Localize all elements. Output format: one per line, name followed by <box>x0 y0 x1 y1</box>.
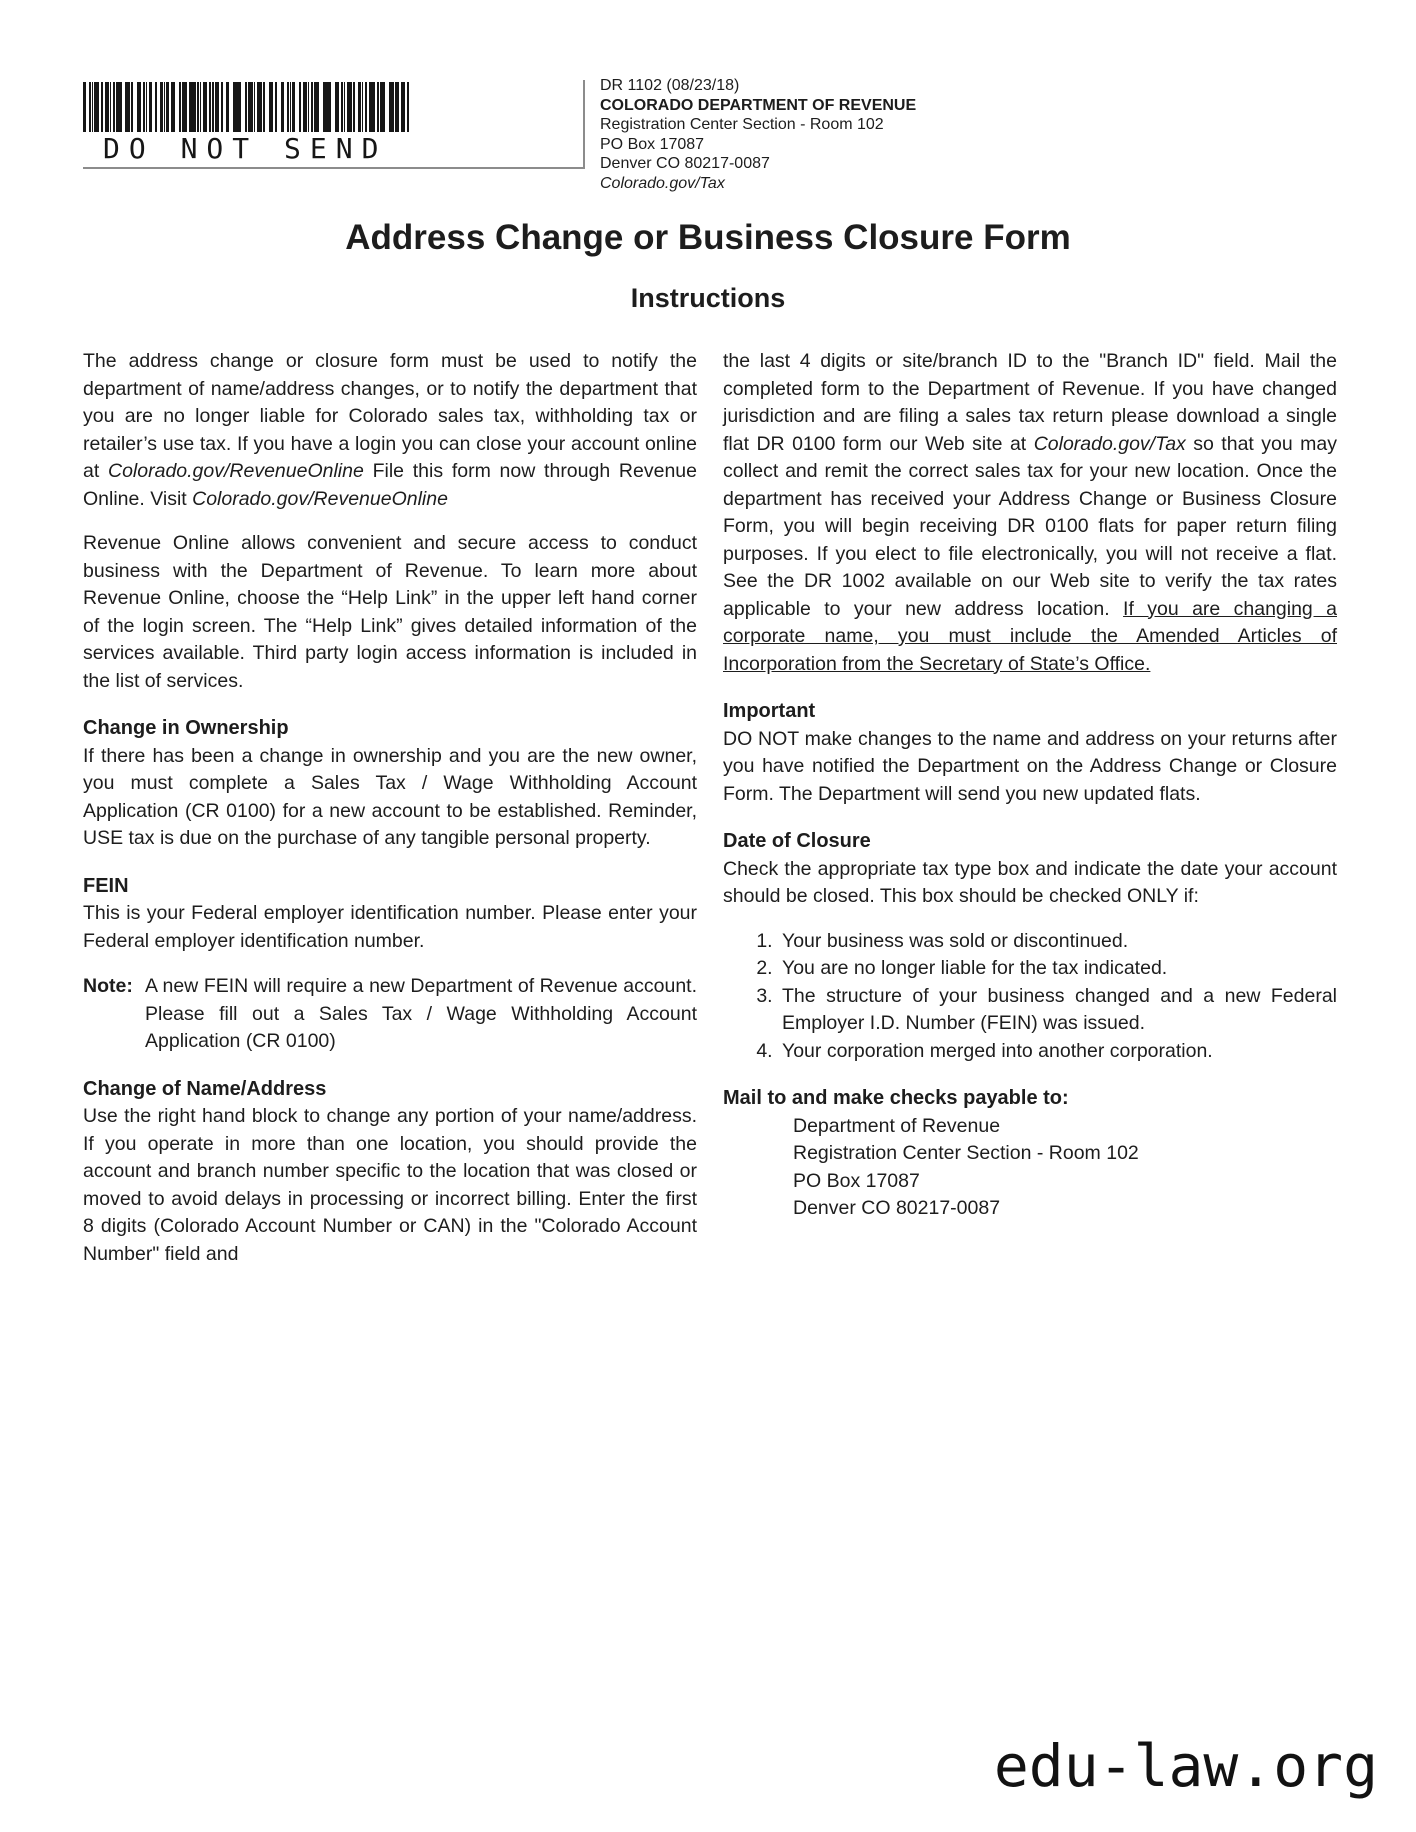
agency-city: Denver CO 80217-0087 <box>600 155 770 172</box>
mail-line: Registration Center Section - Room 102 <box>793 1142 1139 1164</box>
list-item: 1. Your business was sold or discontinued. <box>778 928 1337 956</box>
agency-address-block <box>600 76 916 193</box>
form-number: DR 1102 (08/23/18) <box>600 77 740 94</box>
right-column <box>723 348 1337 1223</box>
intro-paragraph <box>83 348 697 513</box>
heading-fein: FEIN <box>83 874 129 897</box>
branch-id-text-2: so that you may collect and remit the correct sales tax for your new location. Once the department has received your Address Change or Business Closure Form, you will begin receiving DR 0100 flats for paper return filing purposes. If you elect to file electronically, you will not receive a flat. See the DR 1002 available on our Web site to verify the tax rates applicable to your new address location. <box>723 432 1338 620</box>
intro-text-2: File this form now through Revenue Online. Visit <box>83 460 697 510</box>
revenue-online-paragraph: Revenue Online allows convenient and secure access to conduct business with the Department of Revenue. To learn more about Revenue Online, choose the “Help Link” in the upper left hand corner of the login screen. The “Help Link” gives detailed information of the services available. Third party login access information is included in the list of services. <box>83 532 697 692</box>
watermark: edu-law.org <box>993 1732 1378 1800</box>
fein-note <box>83 973 697 1056</box>
heading-mail-to: Mail to and make checks payable to: <box>723 1087 1069 1109</box>
closure-conditions-list <box>723 928 1337 1066</box>
mail-address-block <box>723 1113 1337 1223</box>
form-title: Address Change or Business Closure Form <box>345 218 1071 257</box>
list-item: 4. Your corporation merged into another corporation. <box>778 1038 1337 1066</box>
agency-name: COLORADO DEPARTMENT OF REVENUE <box>600 96 917 114</box>
list-item: 2. You are no longer liable for the tax indicated. <box>778 955 1337 983</box>
intro-text: The address change or closure form must be used to notify the department of name/address changes, or to notify the department that you are no longer liable for Colorado sales tax, withholding tax or retailer’s use tax. If you have a login you can close your account online at <box>83 350 697 482</box>
heading-date-of-closure: Date of Closure <box>723 830 871 852</box>
revenue-online-url: Colorado.gov/RevenueOnline <box>108 460 364 482</box>
branch-id-text: the last 4 digits or site/branch ID to the "Branch ID" field. Mail the completed form to the Department of Revenue. If you have changed jurisdiction and are filing a sales tax return please download a single flat DR 0100 form our Web site at <box>723 350 1337 455</box>
agency-section: Registration Center Section - Room 102 <box>600 116 884 133</box>
form-subtitle: Instructions <box>630 283 786 313</box>
barcode-icon <box>83 82 413 132</box>
heading-change-of-name-address: Change of Name/Address <box>83 1077 327 1100</box>
note-label: Note: <box>83 975 133 997</box>
fein-paragraph: This is your Federal employer identification number. Please enter your Federal employer identification number. <box>83 902 697 952</box>
branch-id-paragraph <box>723 348 1337 678</box>
note-text: A new FEIN will require a new Department of Revenue account. Please fill out a Sales Tax / Wage Withholding Account Application (CR 0100) <box>145 975 697 1052</box>
revenue-online-url-2: Colorado.gov/RevenueOnline <box>192 487 448 510</box>
important-paragraph: DO NOT make changes to the name and address on your returns after you have notified the Department on the Address Change or Closure Form. The Department will send you new updated flats. <box>723 727 1337 805</box>
mail-line: Department of Revenue <box>793 1114 1001 1137</box>
name-address-paragraph: Use the right hand block to change any portion of your name/address. If you operate in more than one location, you should provide the account and branch number specific to the location that was closed or moved to avoid delays in processing or incorrect billing. Enter the first 8 digits (Colorado Account Number or CAN) in the "Colorado Account Number" field and <box>83 1105 697 1265</box>
mail-line: Denver CO 80217-0087 <box>793 1197 1001 1219</box>
barcode-box <box>83 80 585 169</box>
list-item: 3. The structure of your business changed and a new Federal Employer I.D. Number (FEIN) was issued. <box>778 983 1337 1038</box>
heading-important: Important <box>723 700 816 722</box>
colorado-tax-url: Colorado.gov/Tax <box>1033 432 1186 455</box>
mail-line: PO Box 17087 <box>793 1169 920 1192</box>
do-not-send-label: DO NOT SEND <box>103 132 388 165</box>
heading-change-in-ownership: Change in Ownership <box>83 717 289 739</box>
agency-website: Colorado.gov/Tax <box>600 174 725 192</box>
corporate-name-notice: If you are changing a corporate name, you must include the Amended Articles of Incorporation from the Secretary of State’s Office. <box>723 597 1337 675</box>
left-column <box>83 348 697 1285</box>
closure-paragraph: Check the appropriate tax type box and indicate the date your account should be closed. This box should be checked ONLY if: <box>723 857 1337 907</box>
ownership-paragraph: If there has been a change in ownership and you are the new owner, you must complete a Sales Tax / Wage Withholding Account Application (CR 0100) for a new account to be established. Reminder, USE tax is due on the purchase of any tangible personal property. <box>83 744 697 849</box>
agency-po-box: PO Box 17087 <box>600 135 705 153</box>
